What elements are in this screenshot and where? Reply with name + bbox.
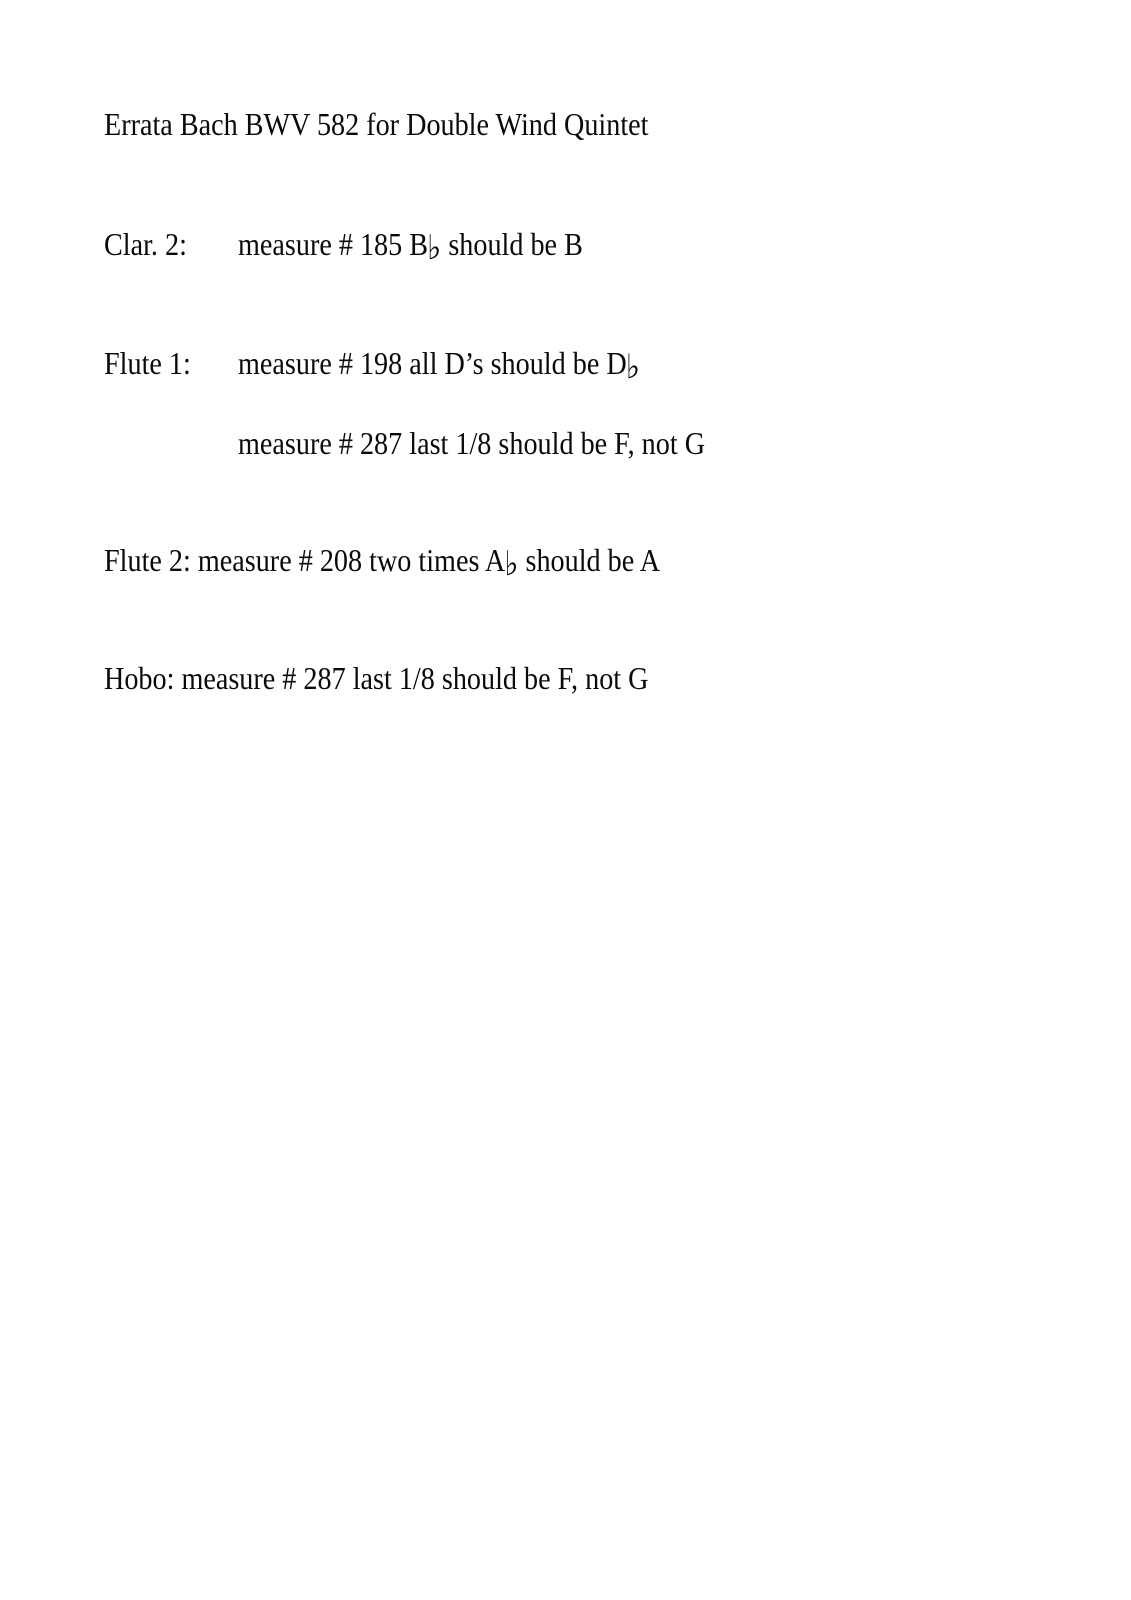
errata-text-suffix: should be A [518,542,661,578]
errata-text-prefix: Flute 2: measure # 208 two times A [104,542,506,578]
entry-text-hobo [104,662,648,694]
errata-text-prefix: measure # 185 B [238,226,429,262]
errata-text-prefix: measure # 287 last 1/8 should be F, not G [238,425,706,461]
errata-text-prefix: measure # 198 all D’s should be D [238,345,627,381]
entry-label-flute-1: Flute 1: [104,345,191,381]
entry-text-flute-1-line-2 [238,427,704,459]
page-title: Errata Bach BWV 582 for Double Wind Quintet [104,106,649,142]
errata-text-prefix: Hobo: measure # 287 last 1/8 should be F, not G [104,660,649,696]
entry-label-clarinet-2: Clar. 2: [104,226,187,262]
entry-text-flute-2: Flute 2: measure # 208 two times A♭ should be A [104,542,661,584]
errata-text-suffix: should be B [441,226,583,262]
entry-text-clarinet-2: measure # 185 B♭ should be B [238,226,583,268]
entry-text-flute-1-line-1: measure # 198 all D’s should be D♭ [238,345,640,387]
